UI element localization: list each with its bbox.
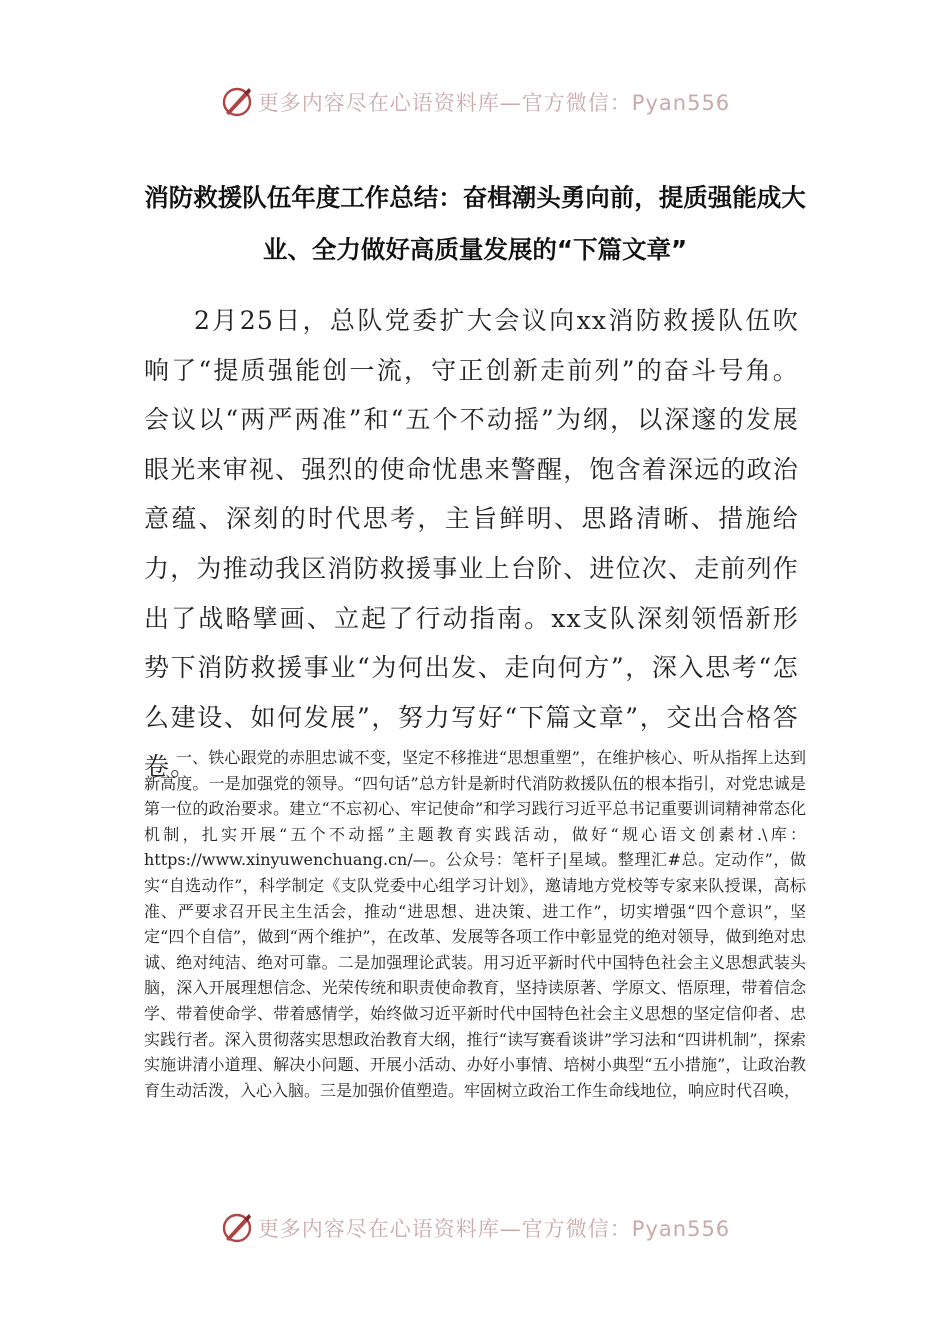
section-paragraph: 一、铁心跟党的赤胆忠诚不变，坚定不移推进“思想重塑”，在维护核心、听从指挥上达到新高度。一是加强党的领导。“四句话”总方针是新时代消防救援队伍的根本指引，对党忠诚是第一位的政治要求。建立“不忘初心、牢记使命”和学习践行习近平总书记重要训词精神常态化机制，扎实开展“五个不动摇”主题教育实践活动，做好“规心语文创素材.\库：https://www.xinyuwenchuang.cn/—。公众号：笔杆子|星域。整理汇#总。定动作”，做实“自选动作”，科学制定《支队党委中心组学习计划》，邀请地方党校等专家来队授课，高标准、严要求召开民主生活会，推动“进思想、进决策、进工作”，切实增强“四个意识”，坚定“四个自信”，做到“两个维护”，在改革、发展等各项工作中彰显党的绝对领导，做到绝对忠诚、绝对纯洁、绝对可靠。二是加强理论武装。用习近平新时代中国特色社会主义思想武装头脑，深入开展理想信念、光荣传统和职责使命教育，坚持读原著、学原文、悟原理，带着信念学、带着使命学、带着感情学，始终做习近平新时代中国特色社会主义思想的坚定信仰者、忠实践行者。深入贯彻落实思想政治教育大纲，推行“读写赛看谈讲”学习法和“四讲机制”，探索实施讲清小道理、解决小问题、开展小活动、办好小事情、培树小典型“五小措施”，让政治教育生动活泼，入心入脑。三是加强价值塑造。牢固树立政治工作生命线地位，响应时代召唤， bbox=[144, 748, 806, 1100]
pen-circle-logo-icon bbox=[220, 1211, 254, 1245]
watermark-text: 更多内容尽在心语资料库—官方微信：Pyan556 bbox=[257, 1217, 731, 1241]
watermark-text: 更多内容尽在心语资料库—官方微信：Pyan556 bbox=[257, 91, 731, 115]
pen-circle-logo-icon bbox=[220, 85, 254, 119]
footer-watermark-banner bbox=[0, 1208, 950, 1248]
intro-paragraph: 2月25日，总队党委扩大会议向xx消防救援队伍吹响了“提质强能创一流，守正创新走前列”的奋斗号角。会议以“两严两准”和“五个不动摇”为纲，以深邃的发展眼光来审视、强烈的使命忧患来警醒，饱含着深远的政治意蕴、深刻的时代思考，主旨鲜明、思路清晰、措施给力，为推动我区消防救援事业上台阶、进位次、走前列作出了战略擘画、立起了行动指南。xx支队深刻领悟新形势下消防救援事业“为何出发、走向何方”，深入思考“怎么建设、如何发展”，努力写好“下篇文章”，交出合格答卷。 bbox=[144, 306, 800, 782]
document-title: 消防救援队伍年度工作总结：奋楫潮头勇向前，提质强能成大业、全力做好高质量发展的“下篇文章” bbox=[144, 183, 806, 264]
header-watermark-banner bbox=[0, 82, 950, 122]
